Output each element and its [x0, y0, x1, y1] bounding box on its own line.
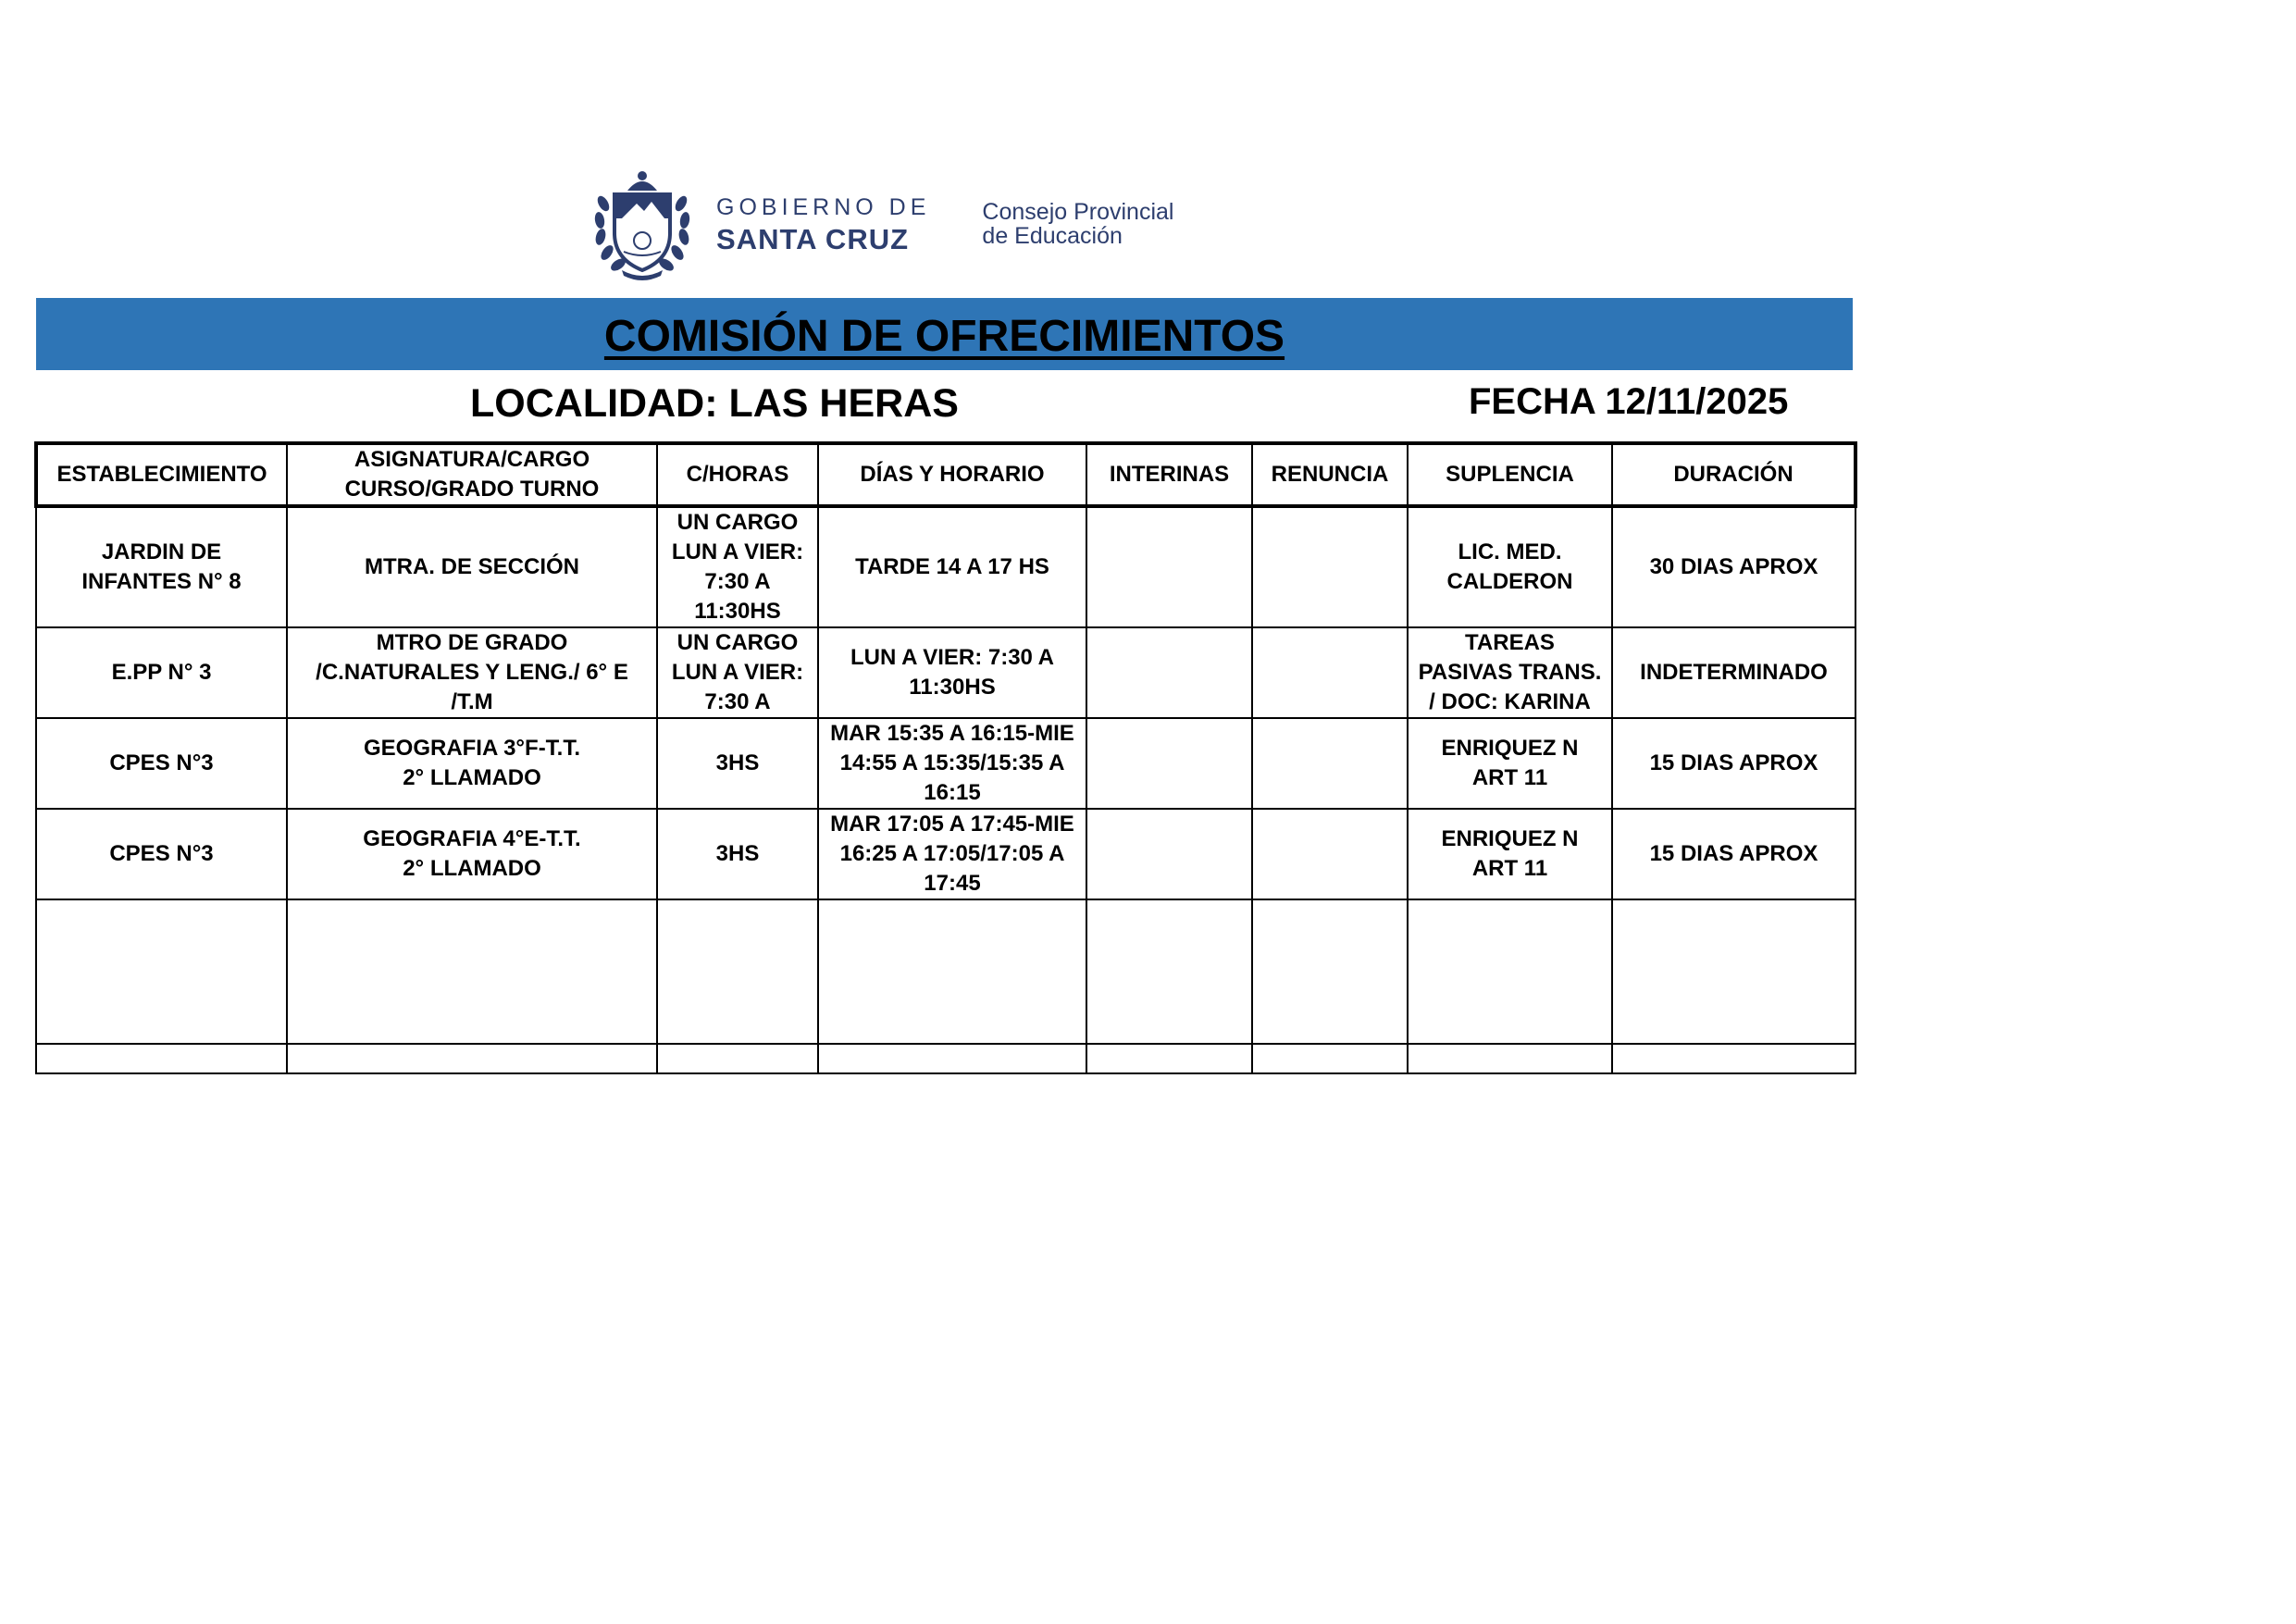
- table-cell: MTRO DE GRADO /C.NATURALES Y LENG./ 6° E /T.M: [287, 627, 657, 718]
- table-cell: [1086, 899, 1252, 1044]
- government-line-1: GOBIERNO DE: [716, 193, 931, 220]
- table-cell: E.PP N° 3: [36, 627, 287, 718]
- table-cell: LUN A VIER: 7:30 A 11:30HS: [818, 627, 1086, 718]
- date-label: FECHA 12/11/2025: [1469, 381, 1789, 422]
- table-cell: [1086, 809, 1252, 899]
- table-cell: INDETERMINADO: [1612, 627, 1855, 718]
- table-cell: [1086, 506, 1252, 627]
- provincial-seal-icon: [594, 167, 690, 282]
- table-cell: CPES N°3: [36, 809, 287, 899]
- page-title: COMISIÓN DE OFRECIMIENTOS: [603, 311, 1285, 361]
- column-header-interinas: INTERINAS: [1086, 443, 1252, 506]
- table-cell: [287, 1044, 657, 1073]
- table-cell: [1408, 1044, 1612, 1073]
- table-cell: [1612, 1044, 1855, 1073]
- table-cell: GEOGRAFIA 4°E-T.T. 2° LLAMADO: [287, 809, 657, 899]
- table-cell: CPES N°3: [36, 718, 287, 809]
- table-cell: [657, 899, 818, 1044]
- table-cell: 30 DIAS APROX: [1612, 506, 1855, 627]
- table-row: [36, 627, 1855, 718]
- offers-table: [34, 441, 1857, 1074]
- table-cell: [1252, 899, 1408, 1044]
- table-cell: 3HS: [657, 718, 818, 809]
- table-cell: 15 DIAS APROX: [1612, 809, 1855, 899]
- column-header-suplencia: SUPLENCIA: [1408, 443, 1612, 506]
- table-cell: ENRIQUEZ N ART 11: [1408, 809, 1612, 899]
- column-header-dias-horario: DÍAS Y HORARIO: [818, 443, 1086, 506]
- table-cell: MAR 17:05 A 17:45-MIE 16:25 A 17:05/17:05 A 17:45: [818, 809, 1086, 899]
- table-cell: 15 DIAS APROX: [1612, 718, 1855, 809]
- government-name: [716, 193, 931, 255]
- table-cell: MAR 15:35 A 16:15-MIE 14:55 A 15:35/15:35 A 16:15: [818, 718, 1086, 809]
- table-row: [36, 718, 1855, 809]
- table-cell: [657, 1044, 818, 1073]
- locality-label: LOCALIDAD: LAS HERAS: [470, 381, 959, 426]
- table-cell: [1252, 1044, 1408, 1073]
- table-cell: UN CARGO LUN A VIER: 7:30 A 11:30HS: [657, 506, 818, 627]
- council-line-2: de Educación: [982, 222, 1123, 249]
- table-cell: [1612, 899, 1855, 1044]
- header-logo: [594, 167, 1173, 282]
- column-header-establecimiento: ESTABLECIMIENTO: [36, 443, 287, 506]
- table-cell: GEOGRAFIA 3°F-T.T. 2° LLAMADO: [287, 718, 657, 809]
- table-cell: 3HS: [657, 809, 818, 899]
- council-name: [982, 201, 1173, 248]
- table-row: [36, 899, 1855, 1044]
- table-cell: [36, 899, 287, 1044]
- table-cell: MTRA. DE SECCIÓN: [287, 506, 657, 627]
- table-cell: [818, 1044, 1086, 1073]
- table-cell: [1252, 506, 1408, 627]
- table-cell: UN CARGO LUN A VIER: 7:30 A: [657, 627, 818, 718]
- table-row: [36, 506, 1855, 627]
- table-cell: LIC. MED. CALDERON: [1408, 506, 1612, 627]
- table-header-row: [36, 443, 1855, 506]
- title-banner: [36, 298, 1853, 370]
- table-cell: ENRIQUEZ N ART 11: [1408, 718, 1612, 809]
- council-line-1: Consejo Provincial: [982, 199, 1174, 225]
- table-cell: [1086, 627, 1252, 718]
- table-cell: TAREAS PASIVAS TRANS. / DOC: KARINA: [1408, 627, 1612, 718]
- table-cell: TARDE 14 A 17 HS: [818, 506, 1086, 627]
- table-cell: [1086, 718, 1252, 809]
- table-cell: [36, 1044, 287, 1073]
- government-line-2: SANTA CRUZ: [716, 222, 910, 255]
- table-row: [36, 809, 1855, 899]
- table-cell: [818, 899, 1086, 1044]
- table-cell: JARDIN DE INFANTES N° 8: [36, 506, 287, 627]
- table-row: [36, 1044, 1855, 1073]
- table-cell: [287, 899, 657, 1044]
- table-cell: [1252, 718, 1408, 809]
- column-header-duracion: DURACIÓN: [1612, 443, 1855, 506]
- column-header-horas: C/HORAS: [657, 443, 818, 506]
- column-header-asignatura: ASIGNATURA/CARGO CURSO/GRADO TURNO: [287, 443, 657, 506]
- table-cell: [1252, 809, 1408, 899]
- table-cell: [1408, 899, 1612, 1044]
- table-cell: [1086, 1044, 1252, 1073]
- column-header-renuncia: RENUNCIA: [1252, 443, 1408, 506]
- table-cell: [1252, 627, 1408, 718]
